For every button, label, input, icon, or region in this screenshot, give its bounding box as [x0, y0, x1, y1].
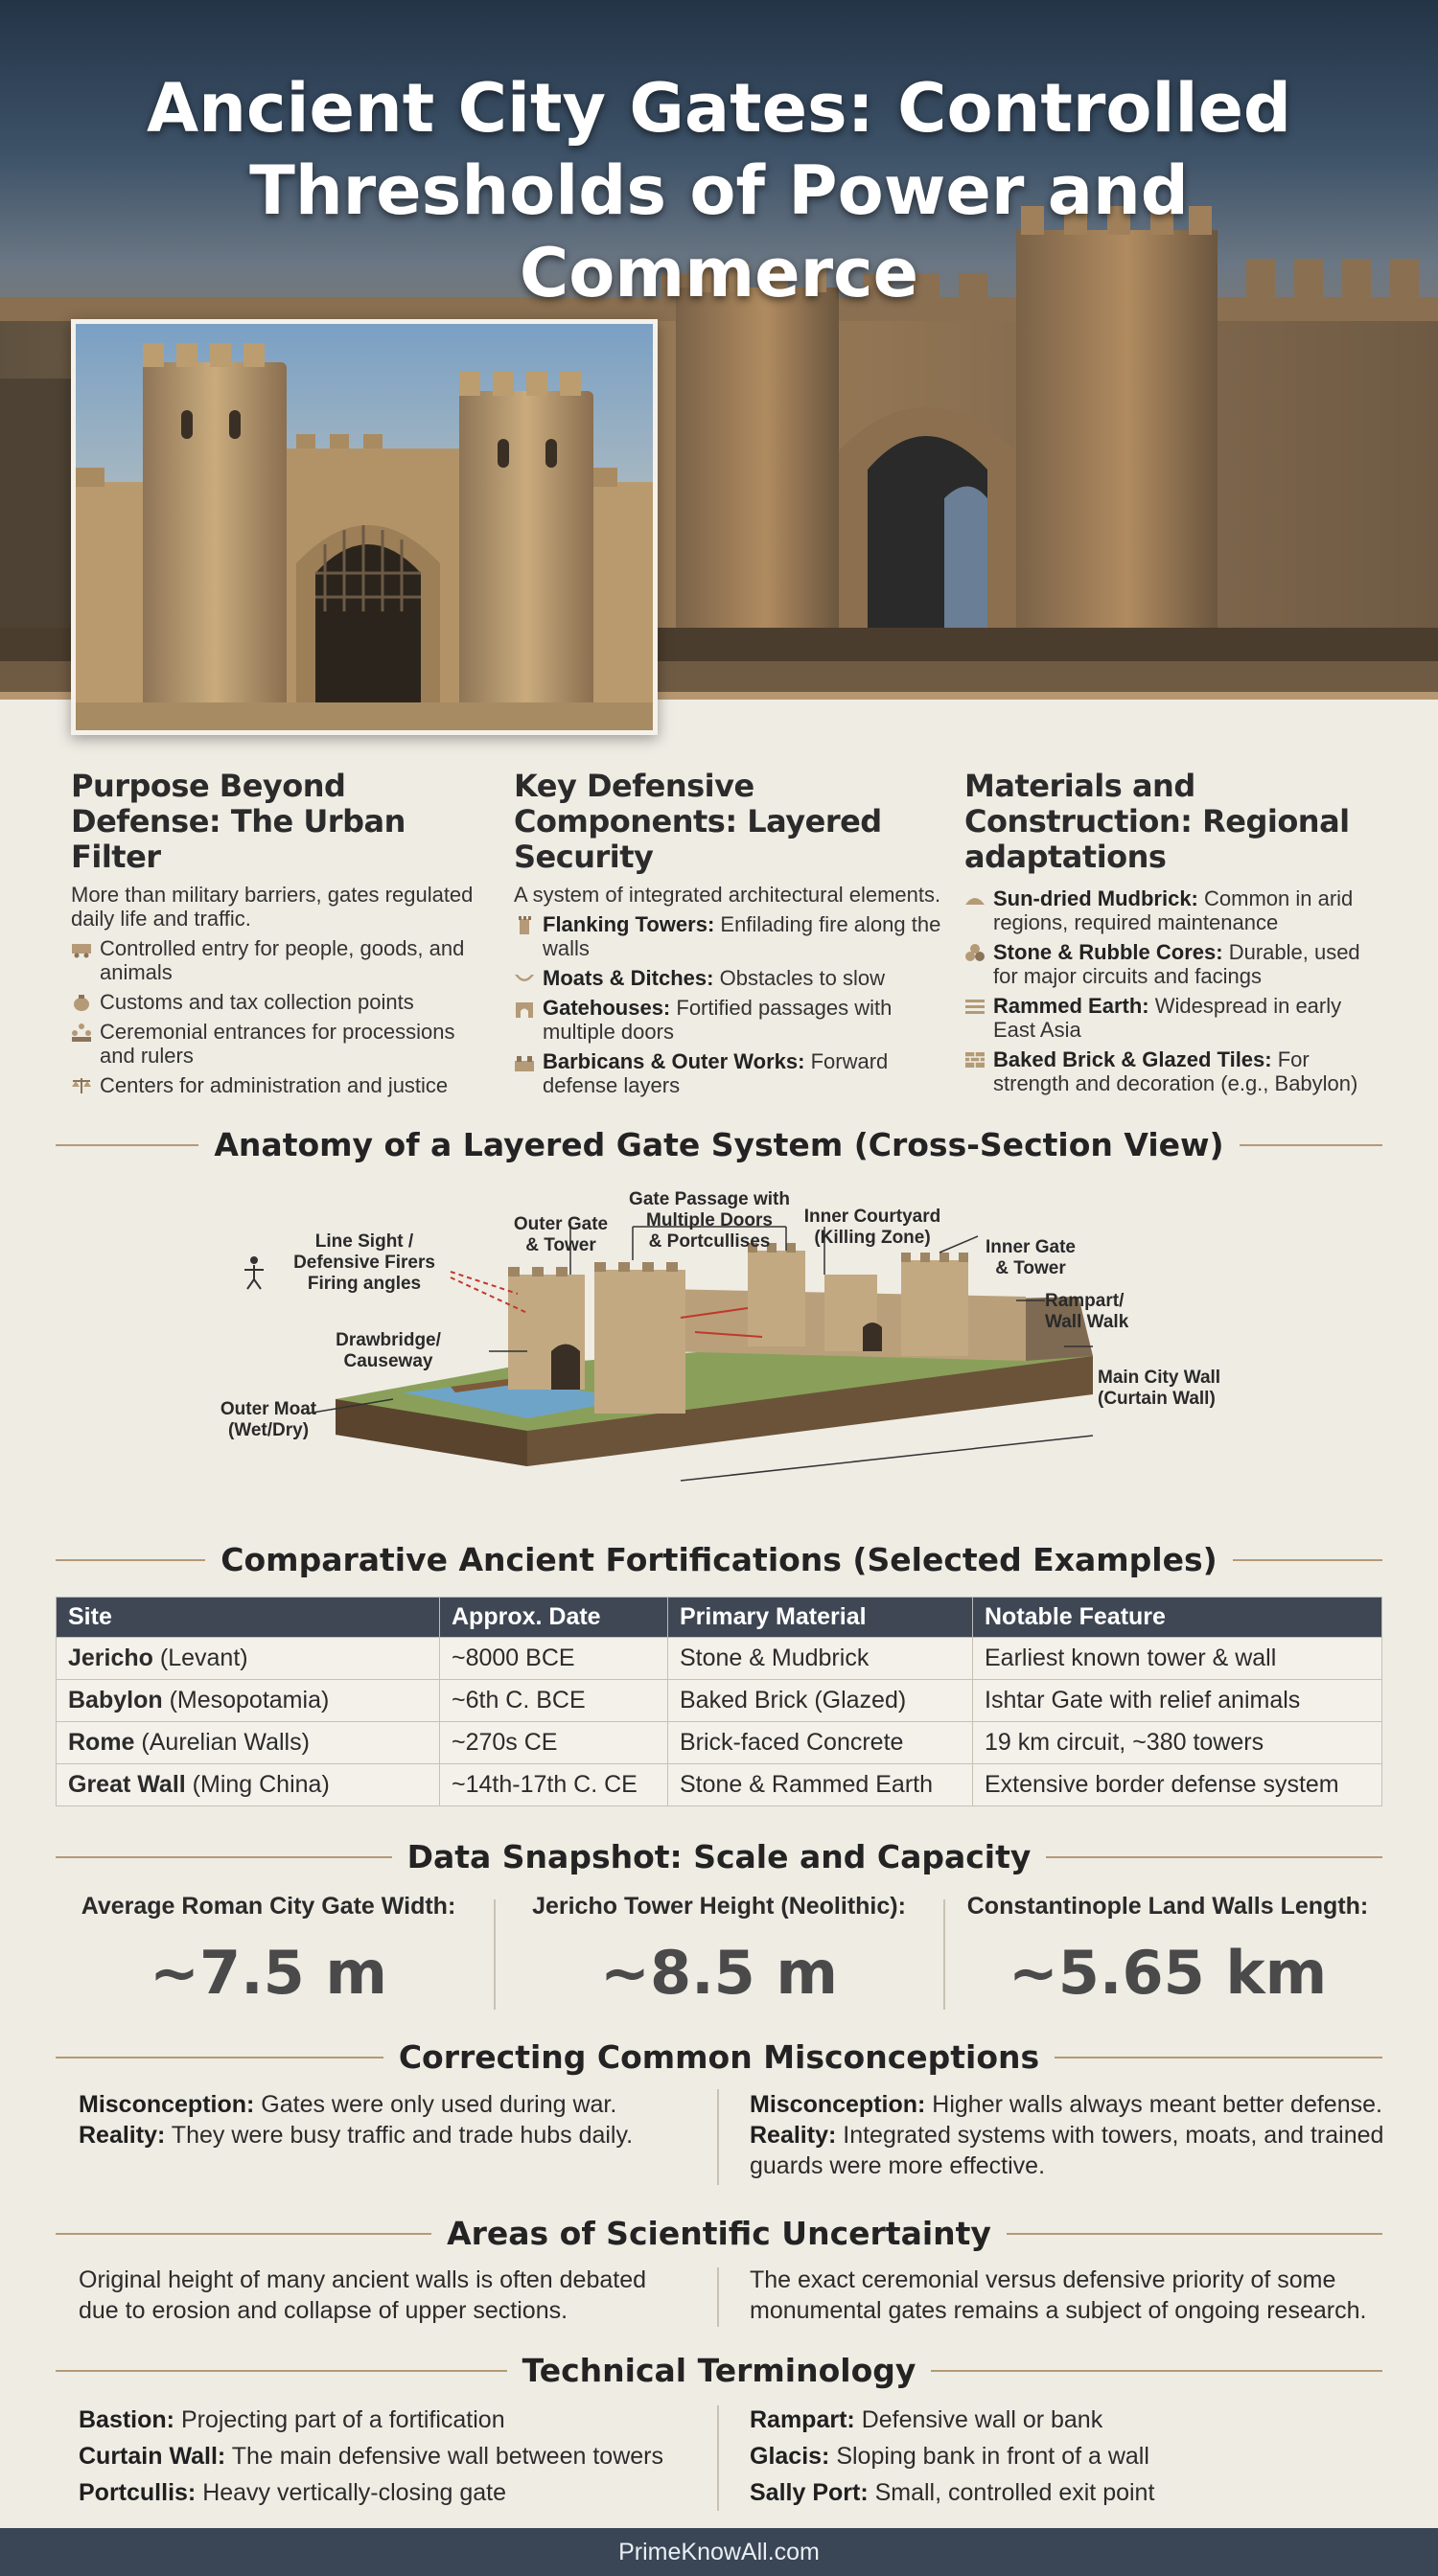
- uncertainty-right: The exact ceremonial versus defensive priority of some monumental gates remains a subject of ongoing research.: [750, 2266, 1367, 2324]
- section-heading-misconceptions: Correcting Common Misconceptions: [56, 2038, 1382, 2077]
- misconception-left: Misconception: Gates were only used during war. Reality: They were busy traffic and trade hubs daily.: [79, 2091, 634, 2149]
- label-inner-courtyard: Inner Courtyard (Killing Zone): [803, 1207, 941, 1248]
- purpose-intro: More than military barriers, gates regulated daily life and traffic.: [71, 883, 474, 931]
- list-item: Ceremonial entrances for processions and rulers: [71, 1020, 493, 1068]
- gatehouse-icon: [514, 999, 535, 1018]
- list-item: Moats & Ditches: Obstacles to slow: [514, 966, 945, 990]
- layers-icon: [964, 997, 986, 1016]
- page-title: Ancient City Gates: Controlled Thresholds of Power and Commerce: [146, 69, 1292, 312]
- section-heading-comparison: Comparative Ancient Fortifications (Selected Examples): [56, 1541, 1382, 1579]
- term-item: Glacis: Sloping bank in front of a wall: [750, 2443, 1149, 2470]
- list-item: Customs and tax collection points: [71, 990, 493, 1014]
- label-inner-gate: Inner Gate & Tower: [986, 1237, 1076, 1278]
- list-item: Rammed Earth: Widespread in early East Asia: [964, 994, 1386, 1042]
- barbican-icon: [514, 1052, 535, 1071]
- label-line-sight: Line Sight / Defensive Firers Firing angles: [293, 1231, 435, 1294]
- terminology-left: [79, 2402, 692, 2511]
- table-row: Babylon (Mesopotamia) ~6th C. BCE Baked Brick (Glazed) Ishtar Gate with relief animals: [57, 1680, 1382, 1722]
- gate-cross-section-diagram: [211, 1184, 1246, 1509]
- section-heading-uncertainty: Areas of Scientific Uncertainty: [56, 2215, 1382, 2253]
- misconception-right: Misconception: Higher walls always meant better defense. Reality: Integrated systems with towers, moats, and trained guards were more effective.: [750, 2091, 1384, 2179]
- section-heading-anatomy: Anatomy of a Layered Gate System (Cross-Section View): [56, 1126, 1382, 1164]
- castle-gate-illustration: [76, 324, 653, 730]
- terminology-right: [750, 2402, 1402, 2511]
- column-header: Notable Feature: [973, 1598, 1382, 1638]
- people-icon: [71, 1023, 92, 1042]
- stat-gate-width: Average Roman City Gate Width: ~7.5 m: [81, 1893, 456, 2008]
- column-header: Primary Material: [668, 1598, 973, 1638]
- column-header: Approx. Date: [440, 1598, 668, 1638]
- term-item: Rampart: Defensive wall or bank: [750, 2406, 1103, 2433]
- list-item: Gatehouses: Fortified passages with multiple doors: [514, 996, 945, 1044]
- term-item: Bastion: Projecting part of a fortification: [79, 2406, 505, 2433]
- stat-tower-height: Jericho Tower Height (Neolithic): ~8.5 m: [532, 1893, 906, 2008]
- stat-walls-length: Constantinople Land Walls Length: ~5.65 km: [966, 1893, 1369, 2008]
- fortifications-table: [56, 1597, 1382, 1806]
- table-header-row: [57, 1598, 1382, 1638]
- divider: [494, 1899, 496, 2010]
- list-item: Flanking Towers: Enfilading fire along the walls: [514, 912, 945, 960]
- list-item: Centers for administration and justice: [71, 1073, 493, 1097]
- uncertainty-left: Original height of many ancient walls is often debated due to erosion and collapse of upper sections.: [79, 2266, 647, 2324]
- divider: [717, 2405, 719, 2511]
- label-rampart: Rampart/ Wall Walk: [1045, 1291, 1129, 1332]
- list-item: Baked Brick & Glazed Tiles: For strength and decoration (e.g., Babylon): [964, 1047, 1386, 1095]
- table-row: Jericho (Levant) ~8000 BCE Stone & Mudbrick Earliest known tower & wall: [57, 1638, 1382, 1680]
- section-heading-snapshot: Data Snapshot: Scale and Capacity: [56, 1838, 1382, 1876]
- money-bag-icon: [71, 993, 92, 1012]
- brick-icon: [964, 1050, 986, 1070]
- materials-column: [964, 769, 1386, 1101]
- gate-photo: [71, 319, 658, 735]
- mound-icon: [964, 889, 986, 908]
- purpose-column: [71, 769, 493, 1103]
- section-heading-terminology: Technical Terminology: [56, 2352, 1382, 2390]
- column-header: Site: [57, 1598, 440, 1638]
- list-item: Stone & Rubble Cores: Durable, used for major circuits and facings: [964, 940, 1386, 988]
- divider: [717, 2267, 719, 2327]
- footer-link[interactable]: PrimeKnowAll.com: [0, 2528, 1438, 2576]
- components-column: [514, 769, 945, 1103]
- cart-icon: [71, 939, 92, 958]
- components-intro: A system of integrated architectural elements.: [514, 883, 941, 907]
- term-item: Portcullis: Heavy vertically-closing gate: [79, 2479, 506, 2506]
- list-item: Controlled entry for people, goods, and animals: [71, 936, 493, 984]
- label-main-wall: Main City Wall (Curtain Wall): [1098, 1368, 1221, 1409]
- list-item: Sun-dried Mudbrick: Common in arid regions, required maintenance: [964, 886, 1386, 934]
- purpose-heading: Purpose Beyond Defense: The Urban Filter: [71, 768, 406, 875]
- table-row: Great Wall (Ming China) ~14th-17th C. CE Stone & Rammed Earth Extensive border defense system: [57, 1764, 1382, 1806]
- table-row: Rome (Aurelian Walls) ~270s CE Brick-faced Concrete 19 km circuit, ~380 towers: [57, 1722, 1382, 1764]
- list-item: Barbicans & Outer Works: Forward defense layers: [514, 1049, 945, 1097]
- components-heading: Key Defensive Components: Layered Security: [514, 768, 882, 875]
- divider: [717, 2089, 719, 2185]
- label-outer-moat: Outer Moat (Wet/Dry): [220, 1399, 317, 1440]
- label-gate-passage: Gate Passage with Multiple Doors & Portcullises: [629, 1189, 790, 1252]
- stones-icon: [964, 943, 986, 962]
- moat-icon: [514, 969, 535, 988]
- tower-icon: [514, 915, 535, 934]
- scales-icon: [71, 1076, 92, 1095]
- label-outer-gate: Outer Gate & Tower: [513, 1214, 609, 1255]
- term-item: Curtain Wall: The main defensive wall between towers: [79, 2443, 663, 2470]
- divider: [943, 1899, 945, 2010]
- materials-heading: Materials and Construction: Regional adaptations: [964, 768, 1350, 875]
- term-item: Sally Port: Small, controlled exit point: [750, 2479, 1155, 2506]
- label-drawbridge: Drawbridge/ Causeway: [336, 1330, 441, 1371]
